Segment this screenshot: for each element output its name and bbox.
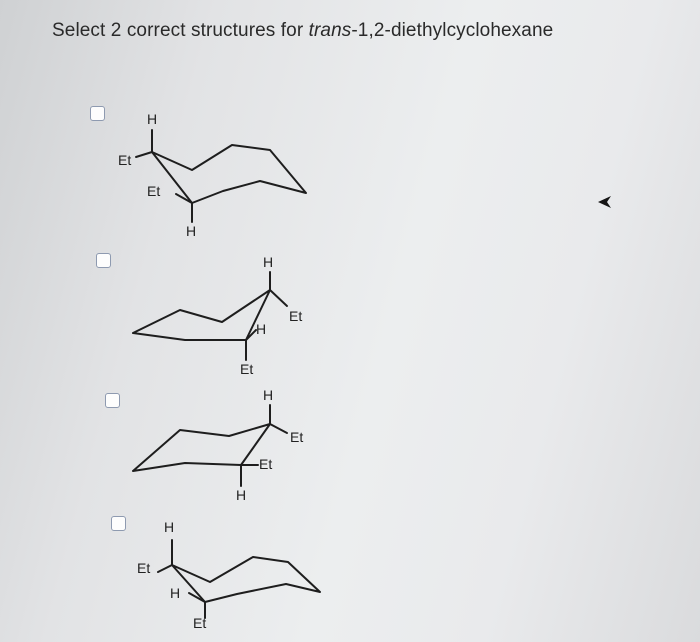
option-1-label-eq-lower: Et	[147, 183, 161, 199]
option-4-label-eq-lower: H	[170, 585, 181, 601]
option-2-eq-bond-right	[270, 290, 287, 306]
option-2-label-axial-bottom: Et	[240, 361, 254, 377]
option-2-label-eq-right: Et	[289, 308, 303, 324]
option-3-label-eq-right: Et	[290, 429, 304, 445]
option-3-chair-ring	[133, 424, 273, 472]
option-3-label-eq-lower: Et	[259, 456, 273, 472]
option-4-label-axial-bottom: Et	[193, 615, 207, 631]
option-3-eq-bond-right	[270, 424, 287, 433]
option-1-label-axial-bottom: H	[186, 223, 197, 239]
option-3-label-axial-bottom: H	[236, 487, 247, 503]
option-1-eq-bond-upper	[136, 152, 152, 157]
option-4-label-eq-upper: Et	[137, 560, 151, 576]
option-2-label-eq-inner: H	[256, 321, 267, 337]
option-2-chair-ring	[133, 290, 270, 340]
option-1-label-axial-top: H	[147, 111, 158, 127]
option-2-label-axial-top: H	[263, 254, 274, 270]
question-text: Select 2 correct structures for trans-1,2-diethylcyclohexane	[52, 20, 554, 41]
option-3-label-axial-top: H	[263, 387, 274, 403]
option-1-label-eq-upper: Et	[118, 152, 132, 168]
option-4-label-axial-top: H	[164, 519, 175, 535]
cursor-arrow-icon	[596, 194, 614, 210]
option-4-eq-bond-upper	[158, 565, 172, 572]
